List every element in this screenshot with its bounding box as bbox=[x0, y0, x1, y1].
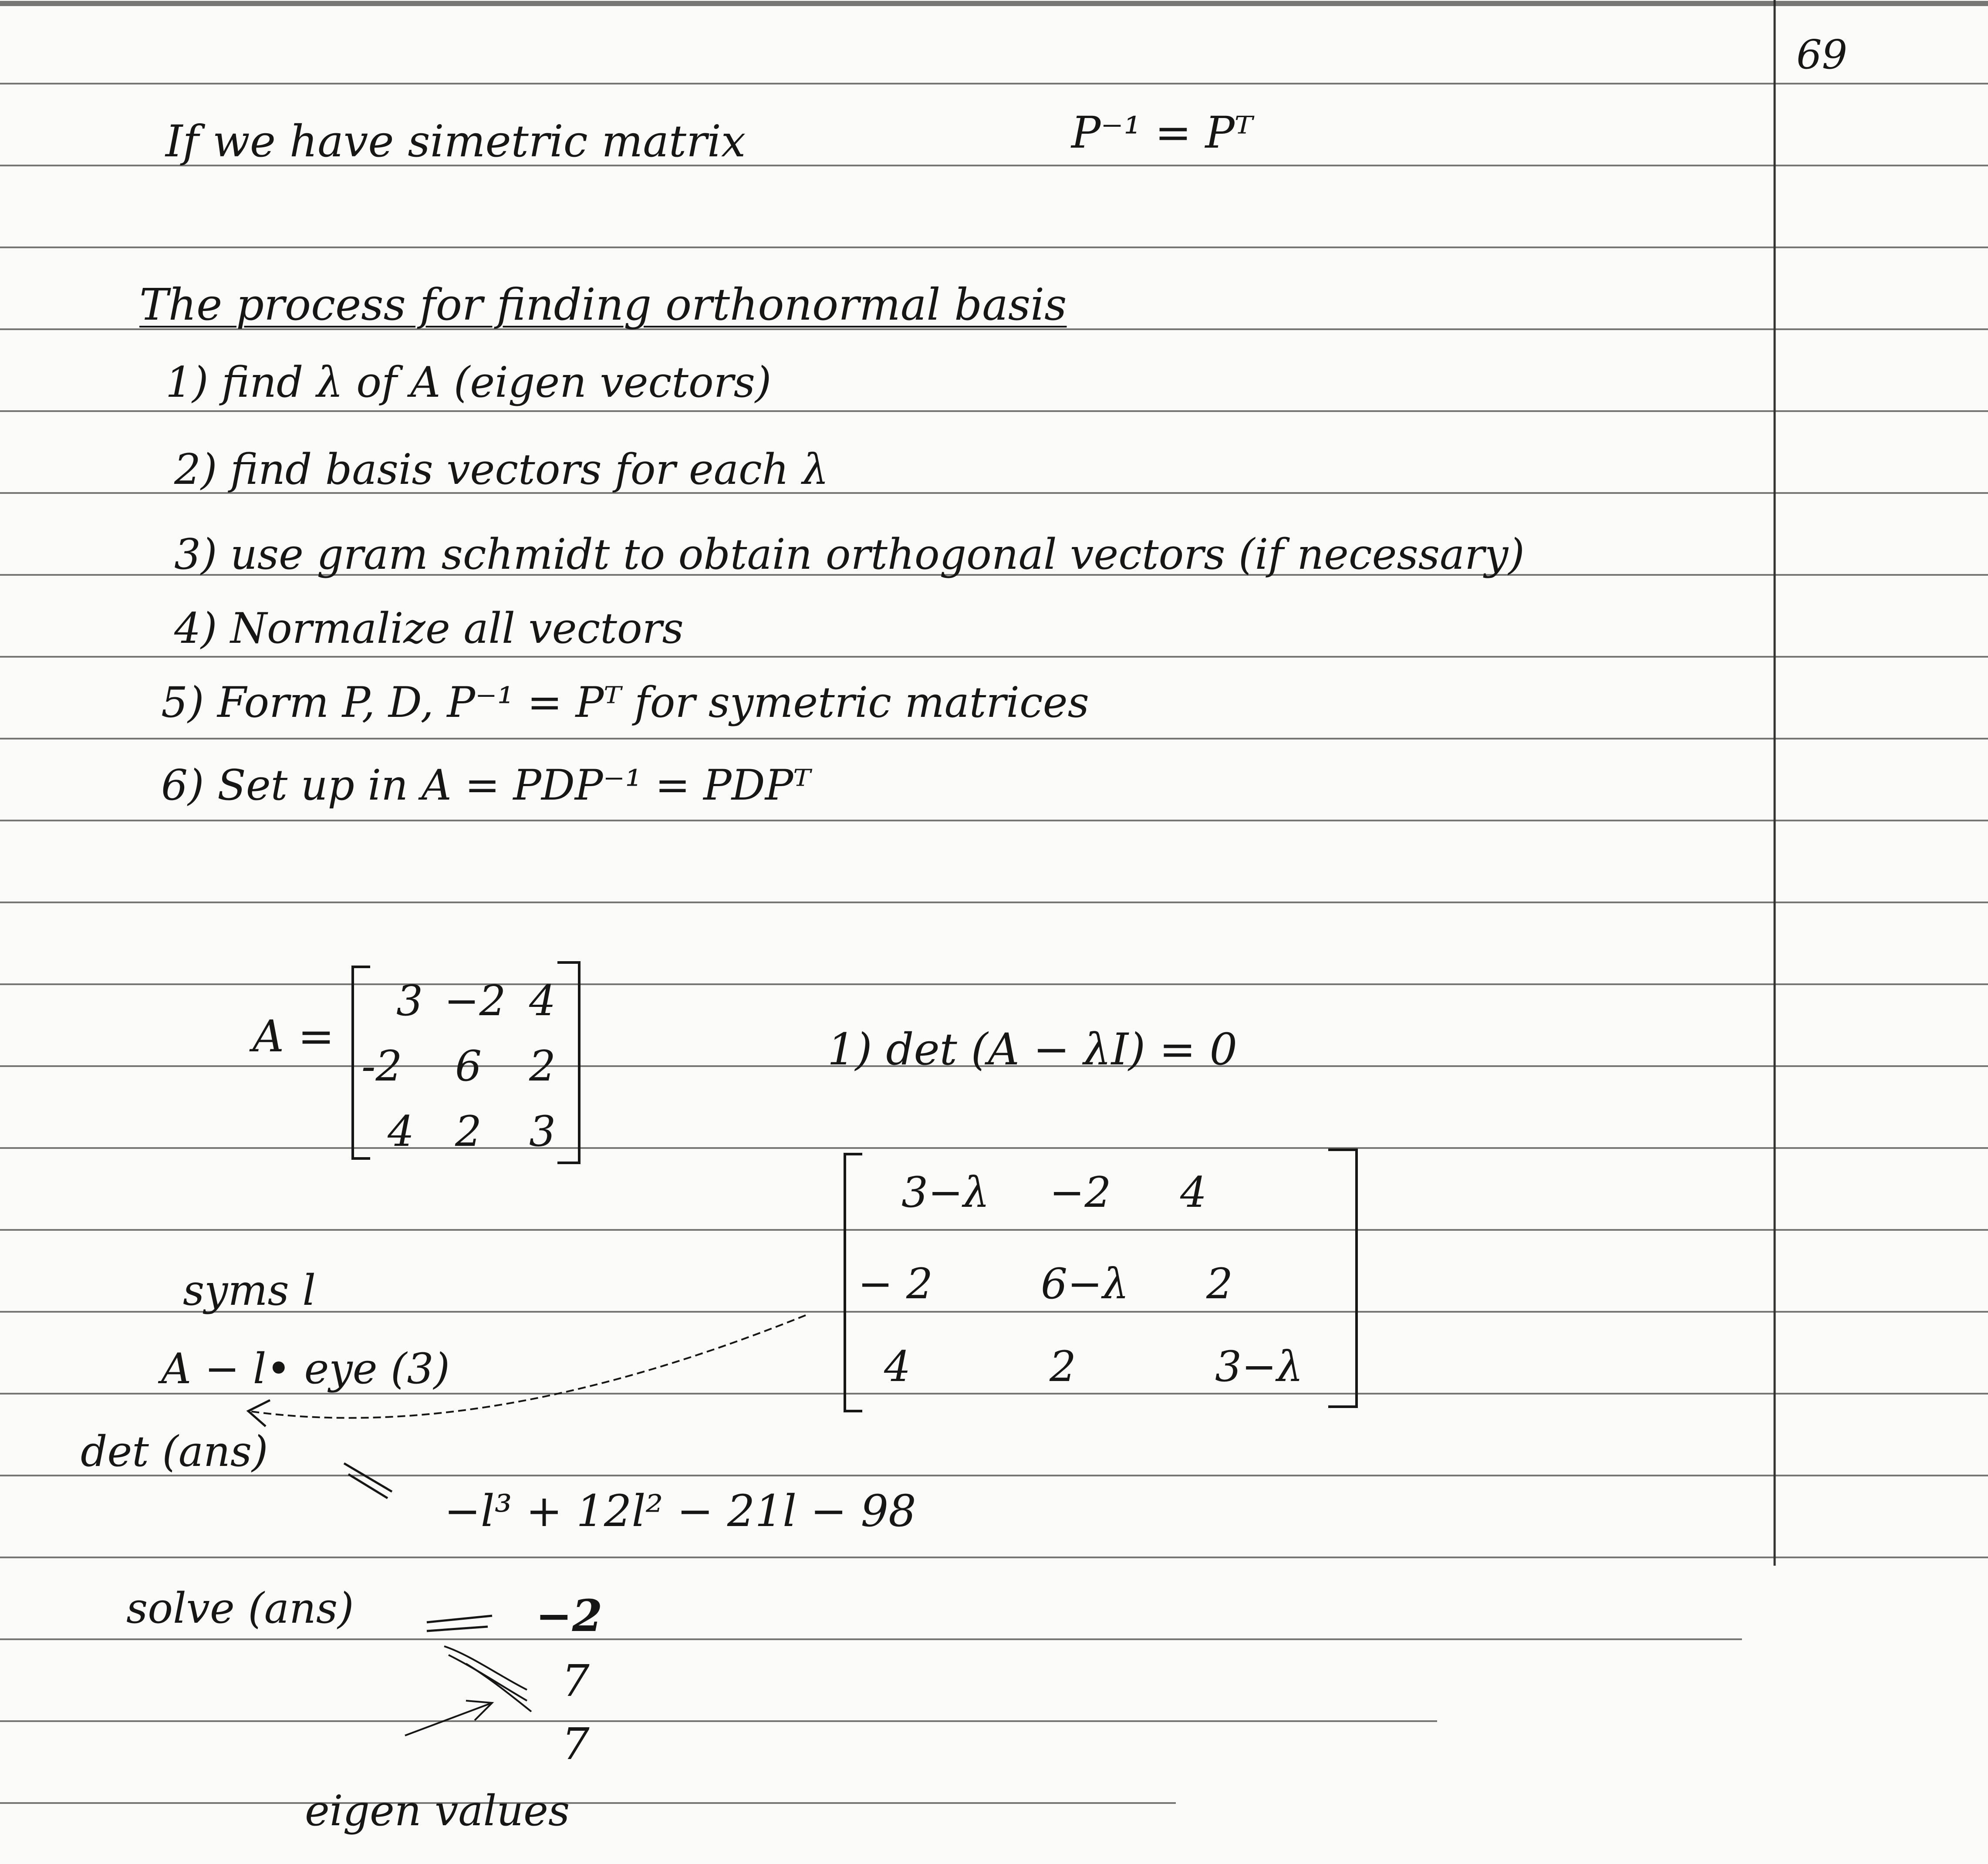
det-step: 1) det (A − λI) = 0 bbox=[827, 1024, 1238, 1075]
lambda-matrix-cell: 4 bbox=[884, 1342, 911, 1391]
eigenvalue: 7 bbox=[562, 1655, 590, 1706]
process-step: 6) Set up in A = PDP⁻¹ = PDPᵀ bbox=[161, 761, 811, 810]
lambda-matrix-cell: 6−λ bbox=[1041, 1260, 1129, 1308]
matrix-a-cell: −2 bbox=[444, 976, 506, 1025]
page-number: 69 bbox=[1796, 31, 1848, 78]
process-step: 4) Normalize all vectors bbox=[174, 604, 684, 653]
lambda-matrix-cell: −2 bbox=[1050, 1168, 1111, 1217]
eigenvalue: 7 bbox=[562, 1719, 590, 1769]
matrix-a-cell: 4 bbox=[388, 1107, 415, 1156]
lambda-matrix-cell: 2 bbox=[1050, 1342, 1077, 1391]
matrix-a-cell: 2 bbox=[529, 1042, 556, 1091]
lambda-matrix-cell: 3−λ bbox=[1215, 1342, 1303, 1391]
matrix-a-cell: 6 bbox=[455, 1042, 482, 1091]
lambda-matrix-cell: 2 bbox=[1206, 1260, 1233, 1308]
header-equation: P⁻¹ = Pᵀ bbox=[1071, 107, 1253, 158]
eigenvalue: −2 bbox=[536, 1590, 603, 1641]
matlab-det: det (ans) bbox=[81, 1427, 268, 1476]
process-step: 1) find λ of A (eigen vectors) bbox=[165, 358, 772, 407]
matrix-a-cell: 2 bbox=[455, 1107, 482, 1156]
eigenvalues-annotation: eigen values bbox=[305, 1786, 570, 1835]
process-step: 2) find basis vectors for each λ bbox=[174, 445, 829, 494]
lambda-matrix bbox=[823, 1145, 1367, 1415]
matrix-a-cell: 4 bbox=[529, 976, 556, 1025]
matrix-a bbox=[344, 954, 588, 1172]
lambda-matrix-cell: 3−λ bbox=[901, 1168, 990, 1217]
characteristic-polynomial: −l³ + 12l² − 21l − 98 bbox=[444, 1486, 916, 1536]
matlab-syms: syms l bbox=[183, 1266, 316, 1315]
matrix-a-cell: 3 bbox=[529, 1107, 556, 1156]
process-step: 5) Form P, D, P⁻¹ = Pᵀ for symetric matrices bbox=[161, 678, 1089, 727]
process-step: 3) use gram schmidt to obtain orthogonal vectors (if necessary) bbox=[174, 530, 1525, 579]
process-title: The process for finding orthonormal basis bbox=[139, 279, 1067, 330]
matlab-solve: solve (ans) bbox=[126, 1584, 354, 1633]
matrix-a-cell: 3 bbox=[396, 976, 423, 1025]
lambda-matrix-cell: − 2 bbox=[858, 1260, 933, 1308]
matlab-eye: A − l• eye (3) bbox=[161, 1344, 450, 1393]
lambda-matrix-cell: 4 bbox=[1180, 1168, 1207, 1217]
header-text: If we have simetric matrix bbox=[165, 116, 746, 167]
matrix-a-label: A = bbox=[253, 1011, 334, 1062]
matrix-a-cell: -2 bbox=[361, 1042, 402, 1091]
